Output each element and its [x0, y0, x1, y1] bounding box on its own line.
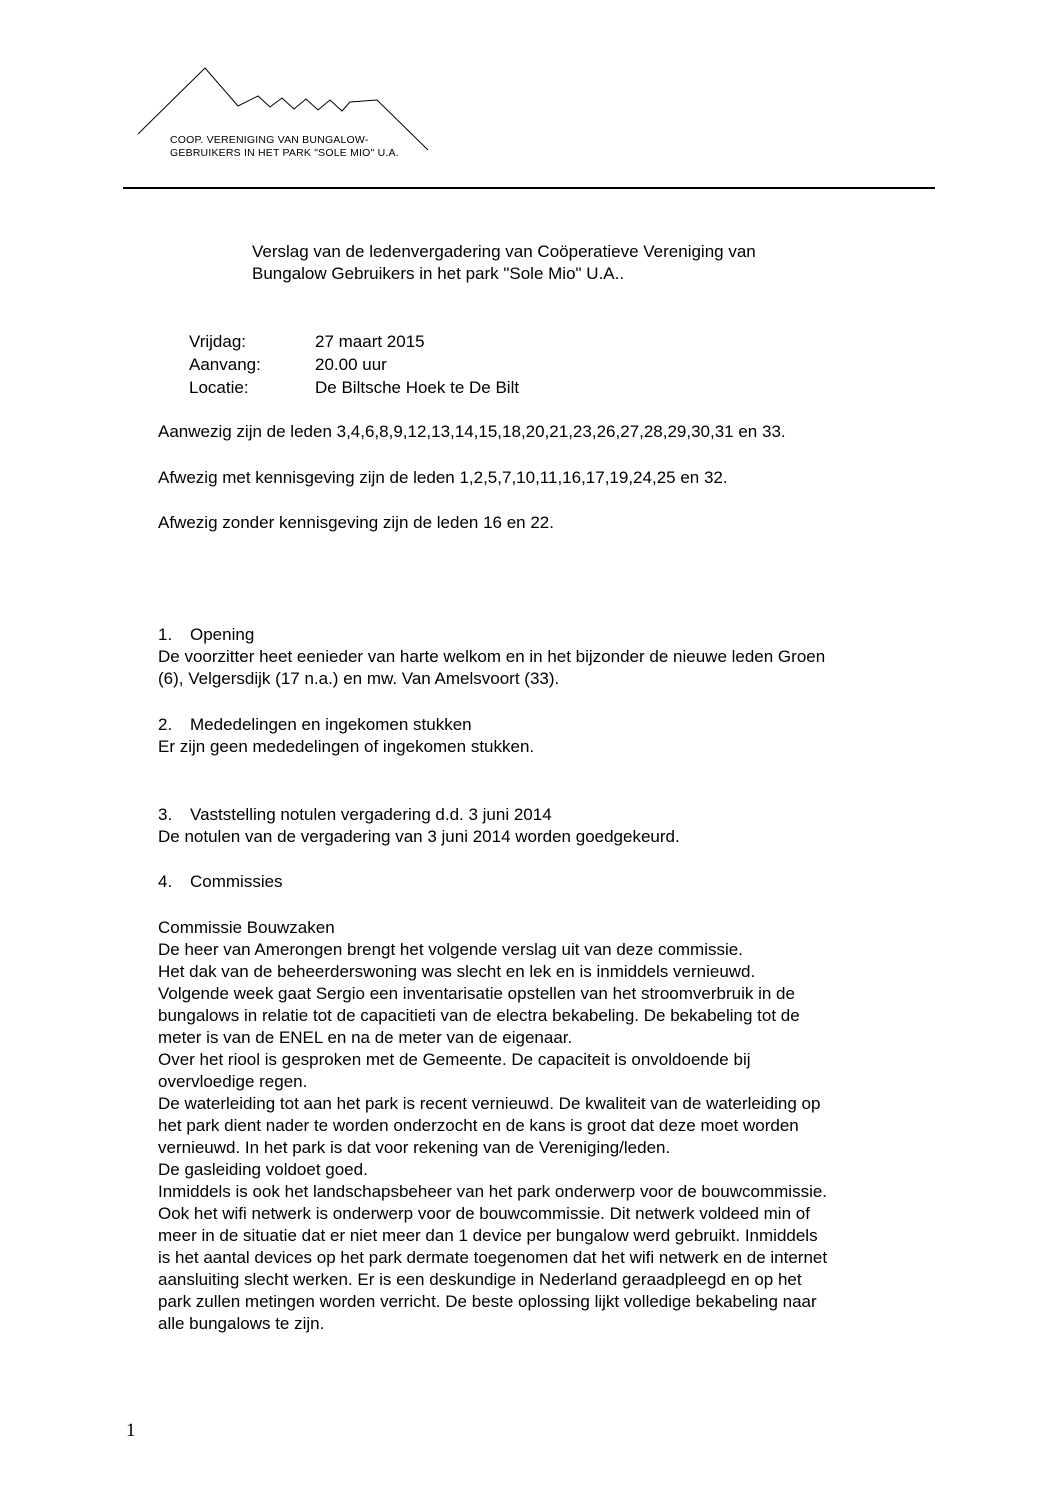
committee-line: bungalows in relatie tot de capacitieti van de electra bekabeling. De bekabeling tot de — [158, 1006, 800, 1025]
committee-line: Volgende week gaat Sergio een inventarisatie opstellen van het stroomverbruik in de — [158, 984, 795, 1003]
committee-line: Inmiddels is ook het landschapsbeheer van het park onderwerp voor de bouwcommissie. — [158, 1182, 828, 1201]
section-heading — [158, 624, 948, 646]
committee-line: De heer van Amerongen brengt het volgende verslag uit van deze commissie. — [158, 940, 743, 959]
attendance-present: Aanwezig zijn de leden 3,4,6,8,9,12,13,14,15,18,20,21,23,26,27,28,29,30,31 en 33. — [158, 422, 786, 441]
document-title — [252, 241, 892, 285]
section-title: Vaststelling notulen vergadering d.d. 3 juni 2014 — [190, 805, 552, 824]
committee-line: aansluiting slecht werken. Er is een deskundige in Nederland geraadpleegd en op het — [158, 1270, 802, 1289]
committee-line: De gasleiding voldoet goed. — [158, 1160, 368, 1179]
committee-building — [158, 917, 948, 1335]
meta-row-start — [189, 353, 519, 376]
section-text-line: De voorzitter heet eenieder van harte welkom en in het bijzonder de nieuwe leden Groen — [158, 647, 826, 666]
logo — [130, 62, 440, 174]
committee-line: vernieuwd. In het park is dat voor rekening van de Vereniging/leden. — [158, 1138, 671, 1157]
section-opening — [158, 624, 948, 690]
committee-line: Over het riool is gesproken met de Gemeente. De capaciteit is onvoldoende bij — [158, 1050, 751, 1069]
meta-row-day — [189, 330, 519, 353]
section-text-line: De notulen van de vergadering van 3 juni 2014 worden goedgekeurd. — [158, 827, 680, 846]
section-announcements — [158, 714, 948, 758]
committee-line: Ook het wifi netwerk is onderwerp voor de bouwcommissie. Dit netwerk voldeed min of — [158, 1204, 810, 1223]
meta-value: De Biltsche Hoek te De Bilt — [315, 378, 520, 397]
title-line1: Verslag van de ledenvergadering van Coöperatieve Vereniging van — [252, 242, 756, 261]
section-number: 4. — [158, 872, 173, 891]
meta-row-location — [189, 376, 519, 399]
section-text-line: Er zijn geen mededelingen of ingekomen stukken. — [158, 737, 535, 756]
attendance-absent-notice: Afwezig met kennisgeving zijn de leden 1,2,5,7,10,11,16,17,19,24,25 en 32. — [158, 468, 728, 487]
committee-line: De waterleiding tot aan het park is recent vernieuwd. De kwaliteit van de waterleiding op — [158, 1094, 821, 1113]
section-heading — [158, 714, 948, 736]
meeting-details — [189, 330, 519, 399]
title-line2: Bungalow Gebruikers in het park "Sole Mio" U.A.. — [252, 264, 625, 283]
logo-text — [170, 134, 399, 160]
meta-value: 27 maart 2015 — [315, 332, 425, 351]
meta-label: Aanvang: — [189, 355, 261, 374]
section-number: 3. — [158, 805, 173, 824]
committee-line: het park dient nader te worden onderzocht en de kans is groot dat deze moet worden — [158, 1116, 799, 1135]
meta-label: Locatie: — [189, 378, 249, 397]
committee-line: meter is van de ENEL en na de meter van de eigenaar. — [158, 1028, 573, 1047]
meta-label: Vrijdag: — [189, 332, 247, 351]
logo-text-line1: COOP. VERENIGING VAN BUNGALOW- — [170, 134, 369, 146]
meta-value: 20.00 uur — [315, 355, 387, 374]
section-committees — [158, 871, 948, 893]
section-title: Opening — [190, 625, 255, 644]
committee-line: meer in de situatie dat er niet meer dan 1 device per bungalow werd gebruikt. Inmiddels — [158, 1226, 818, 1245]
section-number: 1. — [158, 625, 173, 644]
committee-title: Commissie Bouwzaken — [158, 918, 335, 937]
committee-line: overvloedige regen. — [158, 1072, 308, 1091]
committee-line: is het aantal devices op het park dermate toegenomen dat het wifi netwerk en de internet — [158, 1248, 828, 1267]
page-number: 1 — [126, 1420, 136, 1441]
section-number: 2. — [158, 715, 173, 734]
section-minutes — [158, 804, 948, 848]
committee-line: Het dak van de beheerderswoning was slecht en lek en is inmiddels vernieuwd. — [158, 962, 756, 981]
section-heading — [158, 804, 948, 826]
section-heading — [158, 871, 948, 893]
attendance-absent-no-notice: Afwezig zonder kennisgeving zijn de leden 16 en 22. — [158, 513, 554, 532]
section-text-line: (6), Velgersdijk (17 n.a.) en mw. Van Amelsvoort (33). — [158, 669, 560, 688]
header-divider — [123, 187, 935, 189]
section-title: Mededelingen en ingekomen stukken — [190, 715, 472, 734]
logo-text-line2: GEBRUIKERS IN HET PARK "SOLE MIO" U.A. — [170, 147, 399, 159]
committee-line: alle bungalows te zijn. — [158, 1314, 325, 1333]
section-title: Commissies — [190, 872, 283, 891]
committee-line: park zullen metingen worden verricht. De beste oplossing lijkt volledige bekabeling naar — [158, 1292, 817, 1311]
